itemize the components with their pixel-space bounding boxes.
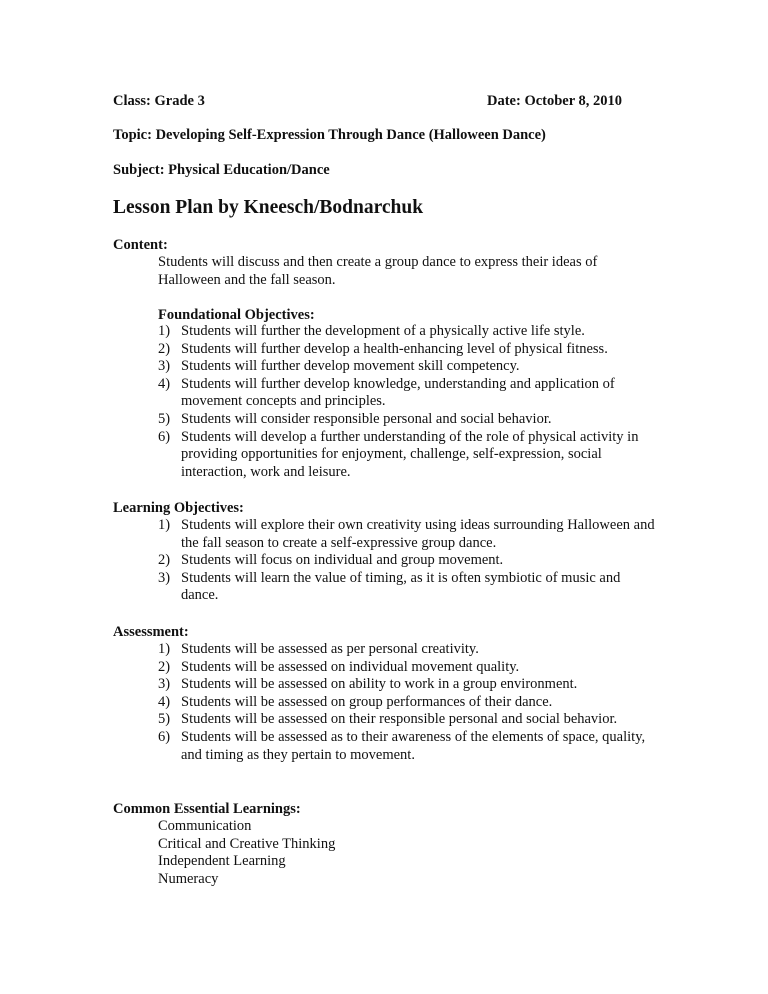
content-heading: Content: — [113, 237, 168, 253]
list-item: 6) Students will be assessed as to their awareness of the elements of space, quality, and timing as they pertain to movement. — [158, 728, 646, 763]
list-item: 1) Students will further the development of a physically active life style. — [158, 323, 585, 339]
subject-label: Subject: Physical Education/Dance — [113, 162, 330, 178]
list-item: Communication — [158, 818, 252, 834]
assessment-list — [158, 641, 658, 764]
list-item: 2) Students will further develop a health-enhancing level of physical fitness. — [158, 340, 608, 357]
list-item: 3) Students will learn the value of timing, as it is often symbiotic of music and dance. — [158, 569, 621, 604]
list-item: 1) Students will be assessed as per personal creativity. — [158, 641, 479, 657]
class-label: Class: Grade 3 — [113, 93, 205, 109]
cel-list — [158, 818, 335, 888]
list-item: 5) Students will consider responsible personal and social behavior. — [158, 410, 552, 427]
list-item: Numeracy — [158, 870, 219, 887]
learning-objectives-heading: Learning Objectives: — [113, 500, 244, 516]
list-item: 3) Students will be assessed on ability to work in a group environment. — [158, 676, 578, 693]
assessment-heading: Assessment: — [113, 624, 189, 640]
list-item: 6) Students will develop a further understanding of the role of physical activity in providing opportunities for enjoyment, challenge, self-expression, social interaction, work and leisure. — [158, 428, 639, 480]
date-label: Date: October 8, 2010 — [487, 93, 623, 109]
list-item: Critical and Creative Thinking — [158, 835, 336, 852]
content-text: Students will discuss and then create a group dance to express their ideas of Halloween and the fall season. — [158, 254, 598, 288]
list-item: 2) Students will focus on individual and group movement. — [158, 552, 504, 569]
list-item: 1) Students will explore their own creativity using ideas surrounding Halloween and the fall season to create a self-expressive group dance. — [158, 517, 655, 551]
list-item: 3) Students will further develop movement skill competency. — [158, 358, 520, 375]
learning-objectives-list — [158, 517, 658, 605]
list-item: 2) Students will be assessed on individual movement quality. — [158, 658, 520, 675]
cel-heading: Common Essential Learnings: — [113, 801, 301, 817]
foundational-objectives-list — [158, 323, 658, 481]
document-title: Lesson Plan by Kneesch/Bodnarchuk — [113, 197, 424, 218]
list-item: 4) Students will be assessed on group performances of their dance. — [158, 693, 553, 710]
topic-label: Topic: Developing Self-Expression Through Dance (Halloween Dance) — [113, 127, 546, 143]
list-item: 4) Students will further develop knowledge, understanding and application of movement concepts and principles. — [158, 375, 615, 410]
foundational-heading: Foundational Objectives: — [158, 307, 315, 323]
list-item: Independent Learning — [158, 853, 286, 870]
list-item: 5) Students will be assessed on their responsible personal and social behavior. — [158, 711, 618, 728]
